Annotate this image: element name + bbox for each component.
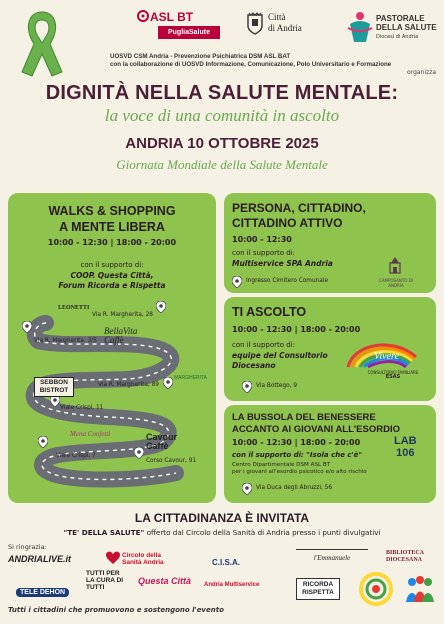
sponsor-emmanuele: l'Emmanuele (296, 549, 368, 562)
persona-title2: CITTADINO ATTIVO (232, 216, 343, 230)
panel-walks-shopping (8, 193, 216, 503)
street-label: Viale Crispi, 11 (60, 405, 104, 411)
pastorale-logo (346, 10, 438, 46)
lab-logo-line2: 106 (396, 447, 415, 459)
org-line1: UOSVD CSM Andria - Prevenzione Psichiatrica DSM ASL BAT (110, 53, 291, 60)
coat-of-arms-icon (246, 12, 264, 36)
te-bold: "TE' DELLA SALUTE" (63, 528, 145, 537)
camposanto-logo-text: CAMPOSANTO DI ANDRIA (378, 278, 413, 288)
bussola-support: con il supporto di: "Isola che c'è" (232, 451, 363, 459)
walks-supporter1: COOP. Questa Città, (70, 271, 154, 280)
te-della-salute (0, 528, 444, 537)
shop-logo-sebbon: SEBBON BISTROT (34, 377, 74, 397)
sponsor-andrialive: ANDRIALIVE.it (8, 554, 71, 564)
organizza-label: organizza (407, 69, 436, 76)
sponsor-biblioteca: BIBLIOTECA DIOCESANA (386, 550, 424, 563)
main-title: DIGNITÀ NELLA SALUTE MENTALE: (45, 82, 399, 104)
map-pin-icon (22, 321, 32, 333)
bussola-place: Via Duca degli Abruzzi, 56 (256, 485, 333, 491)
event-date: ANDRIA 10 OTTOBRE 2025 (125, 135, 319, 152)
street-label: Via R. Margherita, 89 (98, 382, 159, 388)
street-label: Via R. Margherita, 3/5 (34, 338, 97, 344)
panel-ti-ascolto (224, 297, 436, 401)
ascolto-support: con il supporto di: (232, 341, 296, 349)
walks-supporter2: Forum Ricorda e Rispetta (58, 281, 166, 290)
ascolto-time: 10:00 - 12:30 | 18:00 - 20:00 (232, 325, 361, 334)
map-pin-icon (156, 301, 166, 313)
org-line2: con la collaborazione di UOSVD Informazione, Comunicazione, Polo Universitario e Formazione (110, 61, 392, 68)
sponsor-teledehon: TELE DEHON (16, 588, 69, 597)
street-label: Corso Cavour, 91 (146, 458, 197, 464)
bussola-time: 10:00 - 12:30 | 18:00 - 20:00 (232, 438, 361, 447)
walks-title1: WALKS & SHOPPING (48, 204, 176, 218)
bussola-supporter1: Centro Dipartimentale DSM ASL BT (232, 462, 331, 468)
persona-supporter: Multiservice SPA Andria (232, 259, 333, 268)
citta-andria-logo (246, 12, 316, 42)
pastorale-figure-icon (346, 10, 374, 44)
persona-place: Ingresso Cimitero Comunale (246, 278, 329, 284)
walks-title2: A MENTE LIBERA (59, 220, 165, 234)
subtitle: la voce di una comunità in ascolto (104, 106, 340, 125)
citta-line2: di Andria (268, 23, 302, 33)
asl-bt-logo (150, 10, 220, 42)
sponsor-multiservice: Andria Multiservice (204, 582, 260, 588)
pastorale-line2: DELLA SALUTE (376, 23, 437, 32)
world-day: Giornata Mondiale della Salute Mentale (116, 157, 328, 172)
walks-support: con il supporto di: (80, 261, 144, 269)
sponsor-ricorda: RICORDA RISPETTA (296, 578, 340, 600)
vivere-sub2: ESAS (385, 374, 401, 380)
vivere-sub1: CONSULTORIO FAMILIARE (367, 370, 419, 375)
heart-icon (106, 551, 120, 565)
map-pin-icon (242, 381, 252, 393)
bussola-title1: LA BUSSOLA DEL BENESSERE (232, 412, 376, 423)
ascolto-supporter1: equipe del Consultorio (232, 351, 328, 360)
map-pin-icon (134, 447, 144, 459)
tutti-cittadini: Tutti i cittadini che promuovono e sostengono l'evento (8, 606, 224, 614)
sponsor-circolo: Circolo della Sanità Andria (122, 552, 164, 566)
shop-logo-leonetti: LEONETTI (58, 305, 90, 311)
pastorale-line1: PASTORALE (376, 14, 425, 23)
panel-bussola-benessere (224, 405, 436, 503)
street-label: Via R. Margherita, 28 (92, 312, 153, 318)
sponsor-cisa: C.I.S.A. (212, 558, 241, 567)
map-pin-icon (163, 377, 173, 389)
bussola-supporter2: per i giovani all'esordio psicotico e/o alto rischio (232, 469, 367, 475)
colorful-circle-logo-icon (356, 572, 396, 606)
cittadinanza-invitata: LA CITTADINANZA È INVITATA (134, 511, 310, 525)
map-pin-icon (232, 276, 242, 288)
map-pin-icon (242, 483, 252, 495)
shop-logo-cavour: Cavour Caffè (146, 432, 178, 451)
panel-persona-cittadino (224, 193, 436, 293)
te-rest: offerto dal Circolo della Sanità di Andria presso i punti divulgativi (144, 528, 381, 537)
ascolto-title: TI ASCOLTO (232, 305, 307, 319)
shop-logo-mena: Mena Confetti (70, 430, 111, 438)
sponsor-tutti: TUTTI PER LA CURA DI TUTTI (86, 570, 124, 591)
persona-support: con il supporto di: (232, 249, 296, 257)
asl-flower-icon (136, 9, 150, 23)
ascolto-supporter2: Diocesano (232, 361, 276, 370)
citta-line1: Città (268, 12, 286, 22)
people-logo-icon (404, 574, 436, 604)
ascolto-place: Via Bottego, 9 (256, 383, 298, 389)
walks-time: 10:00 - 12:30 | 18:00 - 20:00 (47, 238, 177, 247)
persona-title1: PERSONA, CITTADINO, (232, 201, 366, 215)
asl-subtitle: PugliaSalute (158, 26, 220, 39)
camposanto-icon (384, 255, 406, 277)
shop-logo-bellavita: BellaVita Caffè (104, 326, 138, 345)
shop-logo-margherita: MARGHERITA (174, 375, 207, 381)
ringrazia-label: Si ringrazia: (8, 543, 47, 551)
organizer-text (110, 53, 438, 69)
bussola-title2: ACCANTO AI GIOVANI ALL'ESORDIO (232, 424, 400, 435)
persona-time: 10:00 - 12:30 (232, 235, 292, 244)
asl-name: ASL BT (150, 10, 194, 24)
pastorale-sub: Diocesi di Andria (376, 34, 419, 40)
vivere-logo-text: Vivere (374, 351, 399, 362)
street-label: Viale Crispi, 7 (56, 453, 96, 459)
map-pin-icon (38, 436, 48, 448)
green-ribbon-icon (14, 6, 70, 78)
sponsor-questacitta: Questa Città (138, 576, 192, 586)
lab-logo-line1: LAB (394, 435, 417, 447)
